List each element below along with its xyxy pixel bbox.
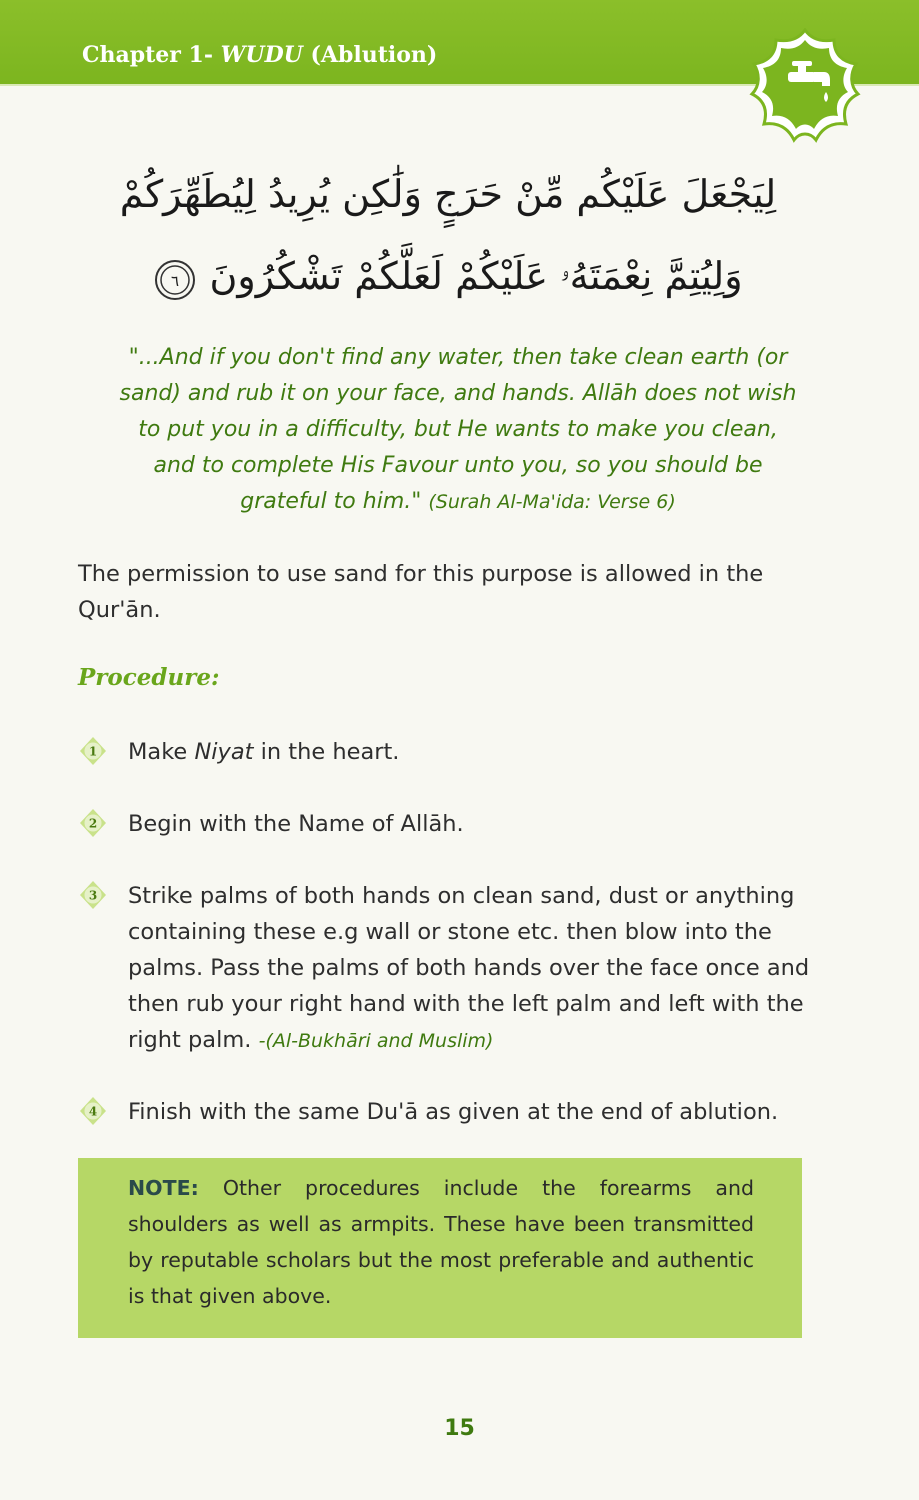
translation-text: "...And if you don't find any water, then take clean earth (or sand) and rub it on your face, and hands. Allāh does not wish to put you in a difficulty, but He wants to make you clean, and to complete His Favour unto you, so you should be grateful to him." — [119, 345, 797, 514]
arabic-verse-text-2: وَلِيُتِمَّ نِعْمَتَهُۥ عَلَيْكُمْ لَعَلَّكُمْ تَشْكُرُونَ — [209, 254, 743, 298]
step-text-part: Make — [128, 739, 195, 765]
chapter-prefix: Chapter 1- — [82, 42, 213, 68]
procedure-heading: Procedure: — [78, 664, 220, 691]
step-number-badge — [78, 1096, 108, 1126]
arabic-verse-line-2 — [118, 254, 778, 302]
note-text — [128, 1170, 754, 1314]
step-number: 2 — [88, 816, 98, 831]
step-text-part: in the heart. — [253, 739, 400, 765]
step-text-italic: Niyat — [194, 739, 254, 765]
step-number-badge — [78, 736, 108, 766]
chapter-title — [82, 42, 437, 68]
arabic-verse-line-1: لِيَجْعَلَ عَلَيْكُم مِّنْ حَرَجٍ وَلَٰكِن يُرِيدُ لِيُطَهِّرَكُمْ — [119, 172, 777, 216]
verse-translation — [118, 340, 798, 520]
step-text: Begin with the Name of Allāh. — [128, 811, 464, 837]
step-number-badge — [78, 880, 108, 910]
step-text — [128, 734, 818, 770]
note-label: NOTE: — [128, 1176, 199, 1200]
note-body: Other procedures include the forearms and shoulders as well as armpits. These have been transmitted by reputable scholars but the most preferable and authentic is that given above. — [128, 1176, 754, 1308]
verse-number: ٦ — [171, 271, 180, 290]
water-tap-icon — [746, 28, 864, 146]
step-number: 4 — [88, 1104, 98, 1119]
page-number: 15 — [444, 1416, 475, 1441]
chapter-name: WUDU — [220, 42, 303, 68]
step-text — [128, 878, 818, 1059]
step-number-badge — [78, 808, 108, 838]
translation-reference: (Surah Al-Ma'ida: Verse 6) — [428, 491, 676, 513]
step-text-part: Strike palms of both hands on clean sand, dust or anything containing these e.g wall or stone etc. then blow into the palms. Pass the palms of both hands over the face once and then rub your right hand with the left palm and left with the right palm. — [128, 883, 810, 1053]
step-number: 3 — [88, 888, 98, 903]
step-text: Finish with the same Du'ā as given at the end of ablution. — [128, 1099, 779, 1125]
verse-end-marker — [153, 258, 197, 302]
note-box — [78, 1158, 802, 1338]
step-reference: -(Al-Bukhāri and Muslim) — [258, 1030, 494, 1052]
chapter-suffix: (Ablution) — [310, 42, 438, 68]
step-number: 1 — [88, 744, 98, 759]
permission-paragraph: The permission to use sand for this purpose is allowed in the Qur'ān. — [78, 561, 764, 623]
